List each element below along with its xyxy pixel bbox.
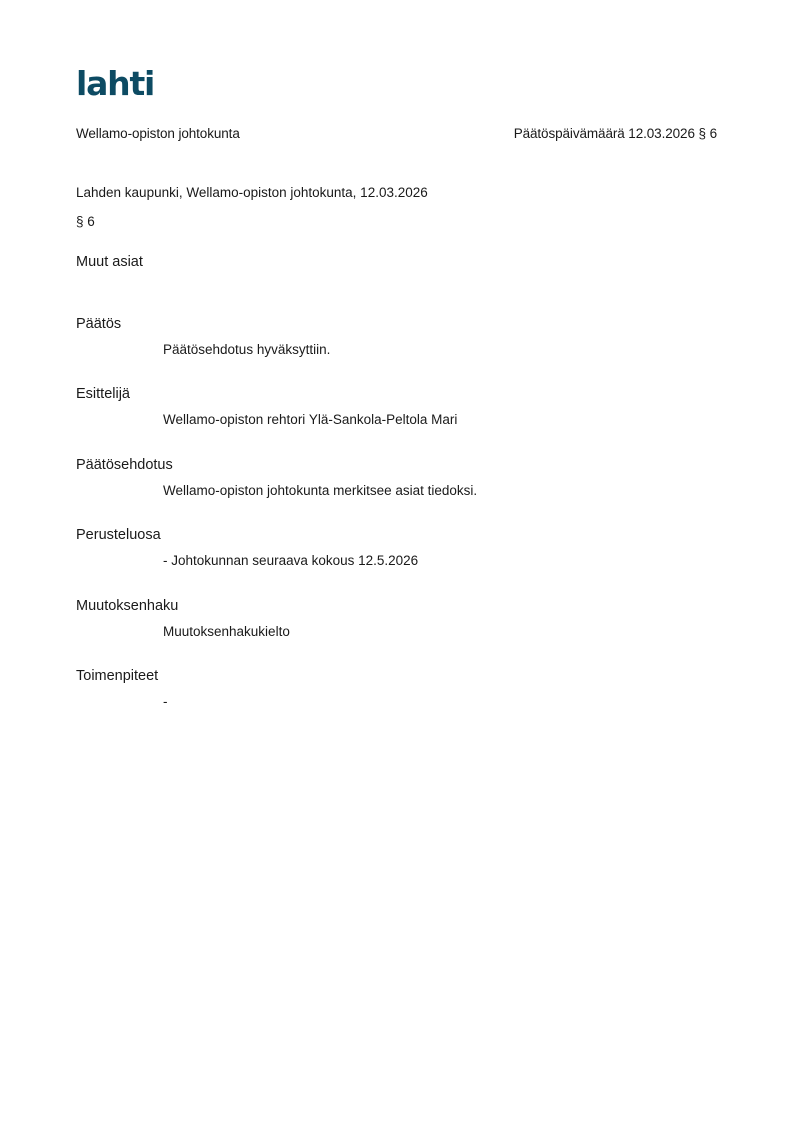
section-body: - Johtokunnan seuraava kokous 12.5.2026 [163, 553, 419, 568]
section-paatos [76, 316, 716, 357]
section-title: Päätös [76, 316, 122, 332]
subject-title: Muut asiat [76, 254, 143, 270]
section-body: Muutoksenhakukielto [163, 624, 290, 639]
section-perusteluosa [76, 527, 716, 568]
section-title: Toimenpiteet [76, 668, 159, 684]
section-title: Perusteluosa [76, 527, 161, 543]
section-esittelija [76, 386, 716, 427]
section-toimenpiteet [76, 668, 716, 709]
meta-line: Lahden kaupunki, Wellamo-opiston johtokunta, 12.03.2026 [76, 185, 428, 200]
section-title: Päätösehdotus [76, 457, 173, 473]
section-title: Esittelijä [76, 386, 130, 402]
section-body: Wellamo-opiston rehtori Ylä-Sankola-Peltola Mari [163, 412, 458, 427]
paragraph-number: § 6 [76, 214, 95, 229]
section-body: - [163, 694, 168, 709]
svg-text:lahti: lahti [76, 64, 155, 98]
section-paatosehdotus [76, 457, 716, 498]
header-organ: Wellamo-opiston johtokunta [76, 126, 240, 141]
section-body: Wellamo-opiston johtokunta merkitsee asiat tiedoksi. [163, 483, 478, 498]
lahti-logo-mark [76, 64, 168, 98]
section-muutoksenhaku [76, 598, 716, 639]
lahti-logo [76, 64, 168, 98]
section-title: Muutoksenhaku [76, 598, 179, 614]
header-decision-date: Päätöspäivämäärä 12.03.2026 § 6 [513, 126, 717, 141]
section-body: Päätösehdotus hyväksyttiin. [163, 342, 331, 357]
